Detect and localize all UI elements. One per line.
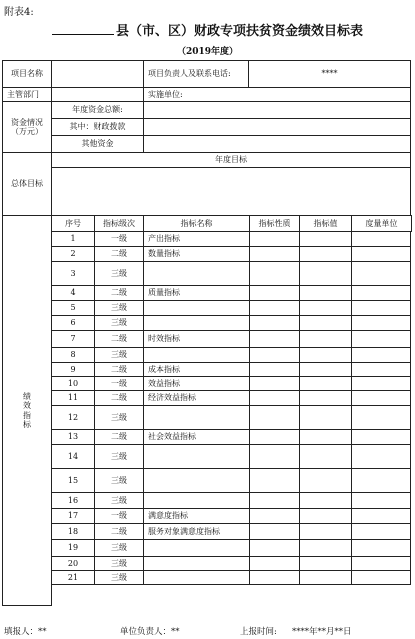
row-no: 6 (51, 315, 95, 331)
row-no: 3 (51, 261, 95, 286)
row-level: 三级 (94, 300, 144, 316)
row-no: 9 (51, 362, 95, 377)
row-name: 效益指标 (143, 376, 250, 391)
row-name: 服务对象满意度指标 (143, 523, 250, 540)
project-name-value (51, 60, 144, 88)
row-level: 三级 (94, 347, 144, 363)
row-value (299, 429, 352, 445)
row-name (143, 570, 250, 585)
row-level: 二级 (94, 523, 144, 540)
row-unit (351, 347, 411, 363)
county-blank (52, 23, 114, 35)
row-unit (351, 246, 411, 262)
row-name (143, 492, 250, 509)
row-unit (351, 405, 411, 430)
row-no: 2 (51, 246, 95, 262)
row-value (299, 300, 352, 316)
row-unit (351, 508, 411, 524)
annual-goal-value (51, 167, 411, 216)
row-unit (351, 468, 411, 493)
title-text: 县（市、区）财政专项扶贫资金绩效目标表 (115, 24, 363, 39)
row-level: 三级 (94, 261, 144, 286)
row-value (299, 376, 352, 391)
row-level: 三级 (94, 468, 144, 493)
row-nature (249, 347, 300, 363)
row-nature (249, 429, 300, 445)
row-nature (249, 300, 300, 316)
funds-total-value (143, 101, 411, 119)
row-unit (351, 362, 411, 377)
impl-unit-label: 实施单位: (143, 87, 411, 102)
row-name (143, 468, 250, 493)
row-value (299, 492, 352, 509)
unit-head-label: 单位负责人：** (120, 627, 180, 637)
row-value (299, 330, 352, 348)
row-nature (249, 492, 300, 509)
funds-fiscal-value (143, 118, 411, 136)
row-no: 10 (51, 376, 95, 391)
funds-fiscal-label: 其中：财政拨款 (51, 118, 144, 136)
row-nature (249, 285, 300, 301)
filler-label: 填报人：** (4, 627, 47, 637)
row-value (299, 570, 352, 585)
indicator-header-0: 序号 (51, 215, 95, 232)
overall-goal-label: 总体目标 (2, 152, 52, 216)
project-name-label: 项目名称 (2, 60, 52, 88)
row-value (299, 405, 352, 430)
row-level: 三级 (94, 315, 144, 331)
row-level: 三级 (94, 570, 144, 585)
funds-other-label: 其他资金 (51, 135, 144, 153)
row-unit (351, 261, 411, 286)
row-value (299, 246, 352, 262)
row-unit (351, 315, 411, 331)
row-unit (351, 376, 411, 391)
funds-other-value (143, 135, 411, 153)
attachment-label: 附表4: (4, 7, 34, 18)
row-level: 二级 (94, 285, 144, 301)
row-level: 二级 (94, 246, 144, 262)
row-level: 三级 (94, 444, 144, 469)
row-no: 19 (51, 539, 95, 557)
page-title (0, 20, 415, 39)
row-nature (249, 508, 300, 524)
row-no: 14 (51, 444, 95, 469)
row-unit (351, 444, 411, 469)
row-name: 时效指标 (143, 330, 250, 348)
row-level: 一级 (94, 231, 144, 247)
row-name (143, 444, 250, 469)
annual-goal-label: 年度目标 (51, 152, 411, 168)
row-value (299, 444, 352, 469)
row-name (143, 405, 250, 430)
row-level: 二级 (94, 429, 144, 445)
indicators-label: 绩 效 指 标 (2, 215, 52, 606)
indicator-header-4: 指标值 (299, 215, 352, 232)
project-manager-label: 项目负责人及联系电话: (143, 60, 249, 88)
row-no: 7 (51, 330, 95, 348)
row-value (299, 347, 352, 363)
row-nature (249, 405, 300, 430)
row-unit (351, 231, 411, 247)
row-unit (351, 556, 411, 571)
row-level: 二级 (94, 390, 144, 406)
row-name (143, 347, 250, 363)
row-name (143, 261, 250, 286)
row-unit (351, 523, 411, 540)
dept-value (51, 87, 144, 102)
row-value (299, 231, 352, 247)
row-name: 产出指标 (143, 231, 250, 247)
row-unit (351, 300, 411, 316)
row-level: 三级 (94, 539, 144, 557)
row-name (143, 315, 250, 331)
row-no: 16 (51, 492, 95, 509)
row-nature (249, 261, 300, 286)
row-nature (249, 570, 300, 585)
row-nature (249, 246, 300, 262)
row-value (299, 285, 352, 301)
row-value (299, 261, 352, 286)
goal-table (2, 60, 411, 622)
funds-label: 资金情况 （万元） (2, 101, 52, 153)
row-level: 二级 (94, 362, 144, 377)
row-nature (249, 556, 300, 571)
dept-label: 主管部门 (2, 87, 52, 102)
row-nature (249, 468, 300, 493)
row-no: 17 (51, 508, 95, 524)
row-name: 质量指标 (143, 285, 250, 301)
row-name (143, 539, 250, 557)
report-time-label: 上报时间: (240, 627, 277, 637)
row-name: 数量指标 (143, 246, 250, 262)
row-unit (351, 570, 411, 585)
report-date: ****年**月**日 (292, 627, 352, 637)
row-no: 21 (51, 570, 95, 585)
row-level: 一级 (94, 376, 144, 391)
row-value (299, 315, 352, 331)
row-nature (249, 330, 300, 348)
row-nature (249, 376, 300, 391)
row-unit (351, 285, 411, 301)
row-level: 三级 (94, 556, 144, 571)
indicator-header-3: 指标性质 (249, 215, 300, 232)
row-no: 13 (51, 429, 95, 445)
year-label: （2019年度） (176, 47, 239, 57)
row-no: 15 (51, 468, 95, 493)
row-value (299, 523, 352, 540)
row-name (143, 556, 250, 571)
indicator-header-1: 指标级次 (94, 215, 144, 232)
row-level: 三级 (94, 492, 144, 509)
row-value (299, 508, 352, 524)
row-no: 20 (51, 556, 95, 571)
row-name: 经济效益指标 (143, 390, 250, 406)
row-unit (351, 330, 411, 348)
row-unit (351, 492, 411, 509)
row-no: 18 (51, 523, 95, 540)
row-name: 社会效益指标 (143, 429, 250, 445)
row-name: 成本指标 (143, 362, 250, 377)
row-value (299, 539, 352, 557)
funds-total-label: 年度资金总额: (51, 101, 144, 119)
row-value (299, 468, 352, 493)
row-nature (249, 231, 300, 247)
row-no: 5 (51, 300, 95, 316)
row-no: 11 (51, 390, 95, 406)
row-level: 二级 (94, 330, 144, 348)
row-nature (249, 523, 300, 540)
row-no: 1 (51, 231, 95, 247)
row-name (143, 300, 250, 316)
row-level: 三级 (94, 405, 144, 430)
row-value (299, 362, 352, 377)
row-unit (351, 539, 411, 557)
indicator-header-5: 度量单位 (351, 215, 412, 232)
project-manager-value: **** (248, 60, 411, 88)
footer (0, 624, 415, 638)
row-unit (351, 429, 411, 445)
row-no: 8 (51, 347, 95, 363)
row-value (299, 556, 352, 571)
row-nature (249, 539, 300, 557)
indicator-header-2: 指标名称 (143, 215, 250, 232)
row-nature (249, 444, 300, 469)
row-level: 一级 (94, 508, 144, 524)
row-unit (351, 390, 411, 406)
row-no: 4 (51, 285, 95, 301)
row-nature (249, 362, 300, 377)
row-nature (249, 390, 300, 406)
row-no: 12 (51, 405, 95, 430)
row-name: 满意度指标 (143, 508, 250, 524)
row-nature (249, 315, 300, 331)
row-value (299, 390, 352, 406)
